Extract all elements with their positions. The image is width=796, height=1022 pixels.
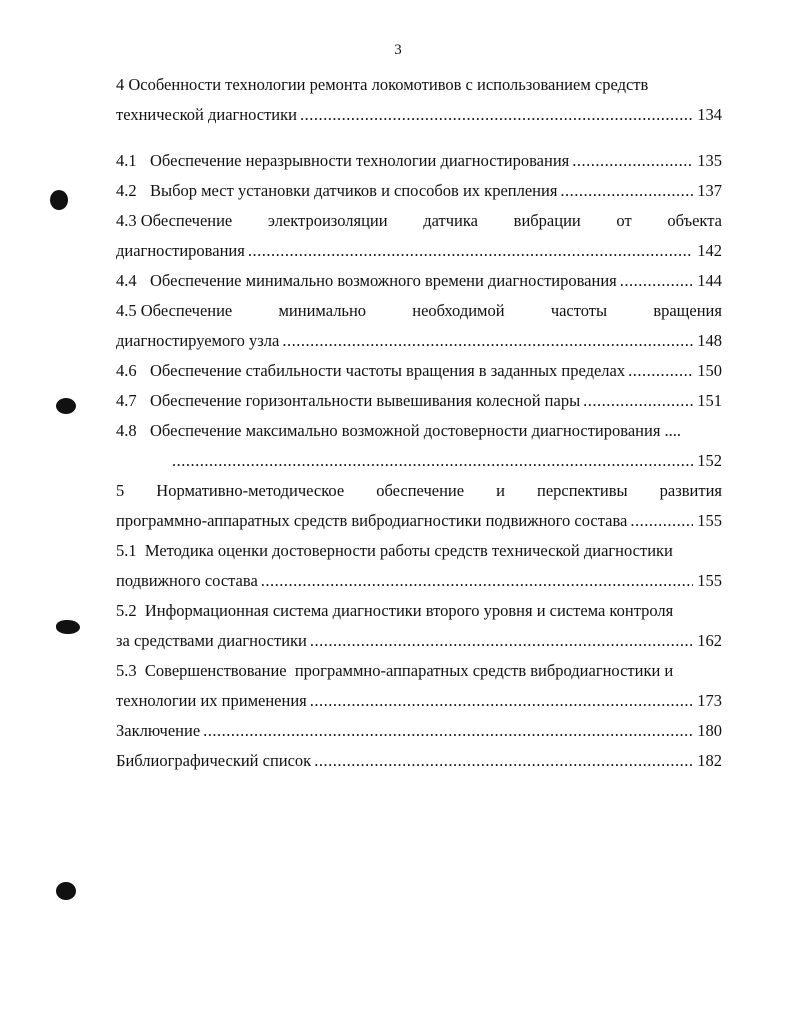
page-number: 3 [394, 42, 402, 58]
toc-entry-4-8: 4.8 Обеспечение максимально возможной достоверности диагностирования .... [116, 421, 682, 440]
toc-entry-5-3: 5.3 Совершенствование программно-аппаратных средств вибродиагностики и [116, 661, 674, 680]
dot-leader [261, 566, 693, 596]
toc-conclusion: Заключение ..... 180 [116, 716, 722, 746]
toc-page-number: 148 [697, 331, 722, 350]
dot-leader [172, 446, 693, 476]
toc-entry-4-3: 4.3 Обеспечение электроизоляции датчика вибрации от объекта [116, 211, 722, 230]
toc-page-number: 180 [697, 721, 722, 740]
dot-leader [310, 626, 693, 656]
toc-entry-4-7: 4.7 Обеспечение горизонтальности вывешивания колесной пары ..... 151 [116, 386, 722, 416]
toc-page-number: 134 [697, 105, 722, 124]
dot-leader [628, 356, 693, 386]
toc-entry-4-2: 4.2 Выбор мест установки датчиков и способов их крепления ..... 137 [116, 176, 722, 206]
toc-page-number: 182 [697, 751, 722, 770]
toc-entry-5-1-cont: подвижного состава ..... 155 [116, 566, 722, 596]
toc-entry-4-3-cont: диагностирования ..... 142 [116, 236, 722, 266]
toc-chapter-5: 5 Нормативно-методическое обеспечение и перспективы развития [116, 481, 722, 500]
dot-leader [282, 326, 693, 356]
toc-entry-5-1: 5.1 Методика оценки достоверности работы средств технической диагностики [116, 541, 673, 560]
toc-entry-4-8-cont [116, 446, 722, 476]
toc-chapter-5-cont: программно-аппаратных средств вибродиагностики подвижного состава ..... 155 [116, 506, 722, 536]
toc-chapter-4-title: 4 Особенности технологии ремонта локомотивов с использованием средств [116, 75, 649, 94]
toc-page-number: 173 [697, 691, 722, 710]
punch-hole-mark [50, 190, 68, 210]
punch-hole-mark [56, 398, 76, 414]
dot-leader [572, 146, 693, 176]
toc-page-number: 155 [697, 511, 722, 530]
punch-hole-mark [56, 882, 76, 900]
table-of-contents [116, 70, 722, 776]
dot-leader [630, 506, 693, 536]
dot-leader [560, 176, 693, 206]
toc-page-number: 150 [697, 361, 722, 380]
toc-entry-5-3-cont: технологии их применения ..... 173 [116, 686, 722, 716]
toc-entry-4-4: 4.4 Обеспечение минимально возможного времени диагностирования ..... 144 [116, 266, 722, 296]
toc-page-number: 152 [697, 451, 722, 470]
toc-page-number: 155 [697, 571, 722, 590]
toc-page-number: 144 [697, 271, 722, 290]
toc-entry-4-5-cont: диагностируемого узла ..... 148 [116, 326, 722, 356]
toc-entry-4-1: 4.1 Обеспечение неразрывности технологии диагностирования ..... 135 [116, 146, 722, 176]
dot-leader [300, 100, 693, 130]
toc-entry-4-6: 4.6 Обеспечение стабильности частоты вращения в заданных пределах ..... 150 [116, 356, 722, 386]
dot-leader [583, 386, 693, 416]
toc-chapter-4-title-cont: технической диагностики ..... 134 [116, 100, 722, 130]
toc-page-number: 135 [697, 151, 722, 170]
toc-entry-4-5: 4.5 Обеспечение минимально необходимой частоты вращения [116, 301, 722, 320]
toc-entry-5-2: 5.2 Информационная система диагностики второго уровня и система контроля [116, 601, 674, 620]
toc-entry-5-2-cont: за средствами диагностики ..... 162 [116, 626, 722, 656]
punch-hole-mark [56, 620, 80, 634]
dot-leader [310, 686, 694, 716]
toc-page-number: 142 [697, 241, 722, 260]
toc-page-number: 162 [697, 631, 722, 650]
dot-leader [620, 266, 693, 296]
toc-page-number: 151 [697, 391, 722, 410]
dot-leader [248, 236, 693, 266]
dot-leader [203, 716, 693, 746]
toc-bibliography: Библиографический список ..... 182 [116, 746, 722, 776]
dot-leader [314, 746, 693, 776]
toc-page-number: 137 [697, 181, 722, 200]
